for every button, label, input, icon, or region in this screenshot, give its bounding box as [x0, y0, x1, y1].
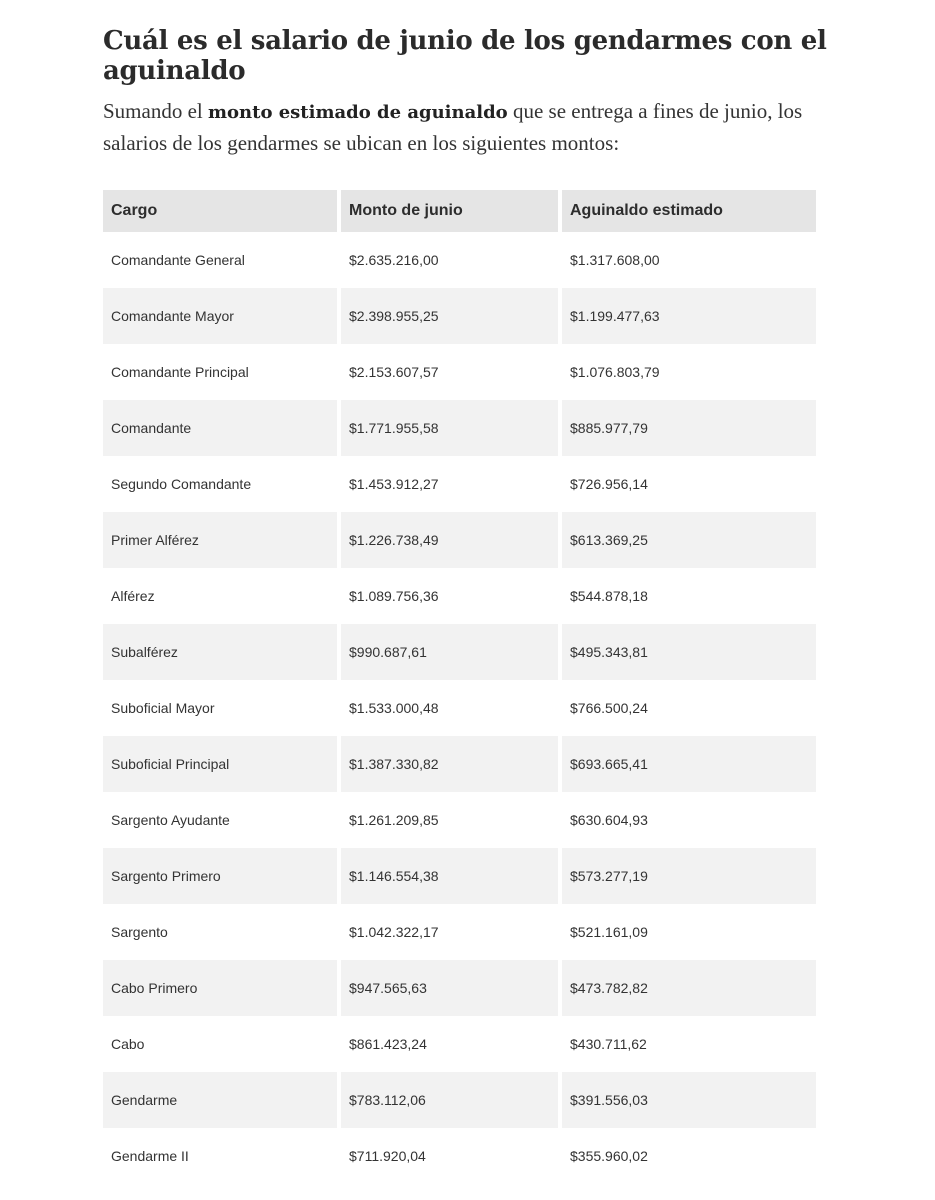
intro-paragraph — [103, 96, 841, 159]
cell-aguinaldo: $1.317.608,00 — [562, 232, 816, 288]
table-row — [103, 904, 816, 960]
table-row — [103, 1016, 816, 1072]
cell-aguinaldo: $544.878,18 — [562, 568, 816, 624]
cell-monto-junio: $1.261.209,85 — [341, 792, 558, 848]
intro-text-before: Sumando el — [103, 99, 208, 123]
table-row — [103, 1072, 816, 1128]
intro-text-after: que se entrega a fines de junio, los salarios de los gendarmes se ubican en los siguientes montos: — [103, 99, 803, 155]
cell-aguinaldo: $391.556,03 — [562, 1072, 816, 1128]
article — [103, 0, 841, 159]
intro-bold-text: monto estimado de aguinaldo — [208, 102, 508, 123]
header-monto-junio: Monto de junio — [341, 190, 558, 232]
cell-cargo: Comandante General — [103, 232, 337, 288]
table-row — [103, 512, 816, 568]
cell-monto-junio: $2.153.607,57 — [341, 344, 558, 400]
cell-aguinaldo: $1.076.803,79 — [562, 344, 816, 400]
table-row — [103, 848, 816, 904]
cell-monto-junio: $947.565,63 — [341, 960, 558, 1016]
cell-cargo: Segundo Comandante — [103, 456, 337, 512]
header-aguinaldo: Aguinaldo estimado — [562, 190, 816, 232]
table-row — [103, 456, 816, 512]
salary-table — [99, 190, 820, 1184]
cell-monto-junio: $1.146.554,38 — [341, 848, 558, 904]
table-row — [103, 232, 816, 288]
table-row — [103, 568, 816, 624]
cell-aguinaldo: $726.956,14 — [562, 456, 816, 512]
table-row — [103, 344, 816, 400]
table-row — [103, 288, 816, 344]
cell-aguinaldo: $630.604,93 — [562, 792, 816, 848]
header-row — [103, 190, 816, 232]
table-row — [103, 624, 816, 680]
cell-monto-junio: $1.771.955,58 — [341, 400, 558, 456]
cell-monto-junio: $1.533.000,48 — [341, 680, 558, 736]
table-row — [103, 1128, 816, 1184]
cell-cargo: Comandante Mayor — [103, 288, 337, 344]
cell-monto-junio: $1.226.738,49 — [341, 512, 558, 568]
cell-cargo: Cabo — [103, 1016, 337, 1072]
cell-monto-junio: $711.920,04 — [341, 1128, 558, 1184]
section-title: Cuál es el salario de junio de los gendarmes con el aguinaldo — [103, 26, 827, 86]
cell-aguinaldo: $495.343,81 — [562, 624, 816, 680]
table-row — [103, 736, 816, 792]
cell-monto-junio: $990.687,61 — [341, 624, 558, 680]
cell-cargo: Sargento Ayudante — [103, 792, 337, 848]
cell-aguinaldo: $473.782,82 — [562, 960, 816, 1016]
cell-monto-junio: $2.398.955,25 — [341, 288, 558, 344]
table-body — [103, 232, 816, 1184]
table-row — [103, 792, 816, 848]
cell-monto-junio: $1.453.912,27 — [341, 456, 558, 512]
cell-cargo: Suboficial Principal — [103, 736, 337, 792]
cell-cargo: Sargento — [103, 904, 337, 960]
table-row — [103, 680, 816, 736]
table-row — [103, 960, 816, 1016]
cell-aguinaldo: $1.199.477,63 — [562, 288, 816, 344]
header-cargo: Cargo — [103, 190, 337, 232]
cell-aguinaldo: $355.960,02 — [562, 1128, 816, 1184]
table-row — [103, 400, 816, 456]
cell-cargo: Comandante — [103, 400, 337, 456]
cell-cargo: Cabo Primero — [103, 960, 337, 1016]
cell-cargo: Gendarme — [103, 1072, 337, 1128]
cell-aguinaldo: $693.665,41 — [562, 736, 816, 792]
cell-monto-junio: $1.042.322,17 — [341, 904, 558, 960]
cell-monto-junio: $2.635.216,00 — [341, 232, 558, 288]
cell-monto-junio: $861.423,24 — [341, 1016, 558, 1072]
cell-aguinaldo: $613.369,25 — [562, 512, 816, 568]
cell-aguinaldo: $885.977,79 — [562, 400, 816, 456]
cell-aguinaldo: $573.277,19 — [562, 848, 816, 904]
cell-monto-junio: $783.112,06 — [341, 1072, 558, 1128]
cell-cargo: Primer Alférez — [103, 512, 337, 568]
cell-cargo: Alférez — [103, 568, 337, 624]
cell-cargo: Gendarme II — [103, 1128, 337, 1184]
cell-aguinaldo: $521.161,09 — [562, 904, 816, 960]
cell-aguinaldo: $430.711,62 — [562, 1016, 816, 1072]
cell-cargo: Comandante Principal — [103, 344, 337, 400]
cell-cargo: Subalférez — [103, 624, 337, 680]
cell-monto-junio: $1.089.756,36 — [341, 568, 558, 624]
cell-monto-junio: $1.387.330,82 — [341, 736, 558, 792]
table-header — [103, 190, 816, 232]
cell-aguinaldo: $766.500,24 — [562, 680, 816, 736]
cell-cargo: Sargento Primero — [103, 848, 337, 904]
cell-cargo: Suboficial Mayor — [103, 680, 337, 736]
